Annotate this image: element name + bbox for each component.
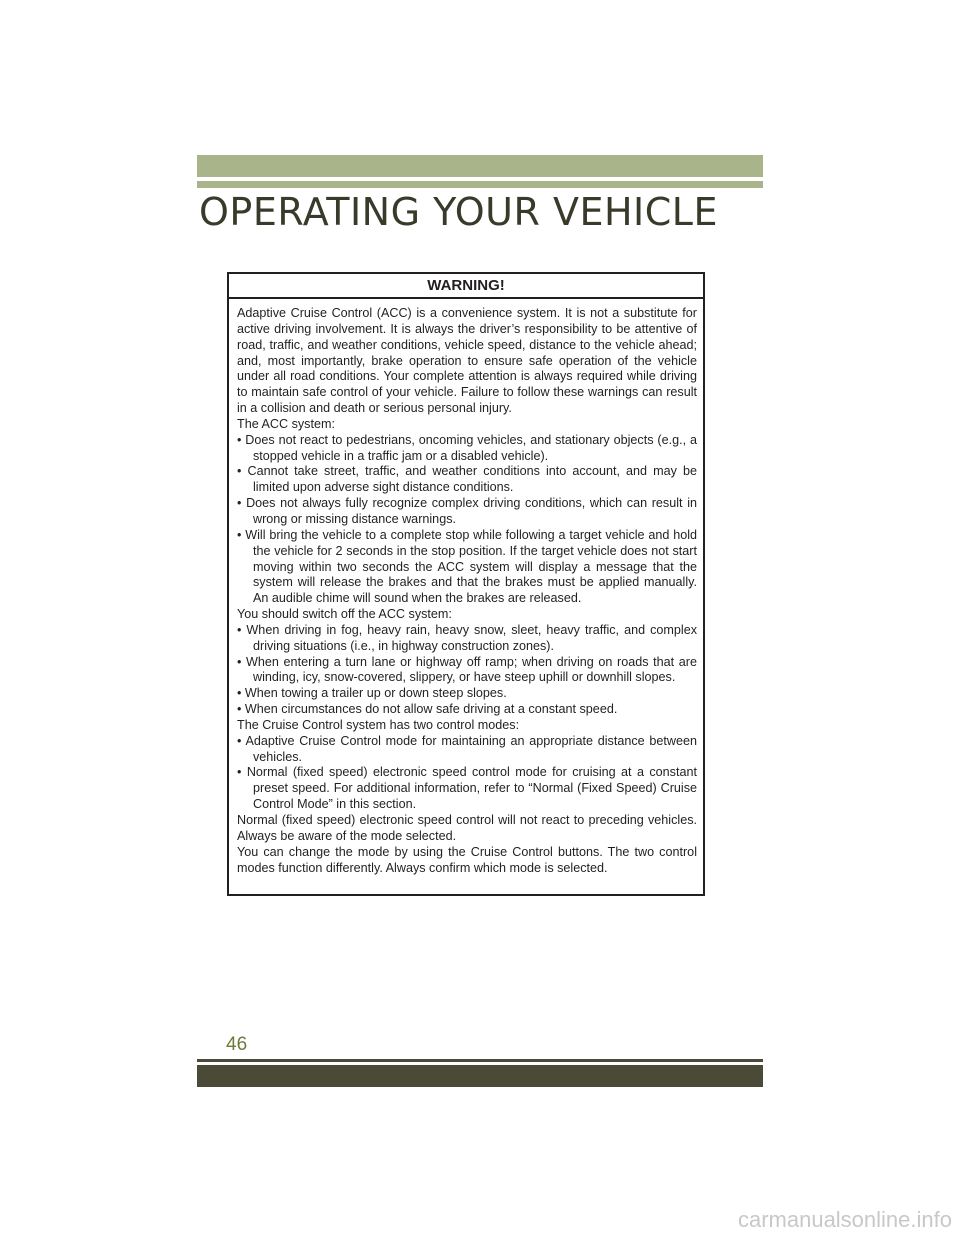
switch-off-list [237, 623, 697, 718]
list-item: • When entering a turn lane or highway off ramp; when driving on roads that are winding, icy, snow-covered, slippery, or have steep uphill or downhill slopes. [237, 654, 697, 685]
footer-accent-bar [197, 1065, 763, 1087]
list-item: • Cannot take street, traffic, and weather conditions into account, and may be limited upon adverse sight distance conditions. [237, 464, 697, 495]
warning-title: WARNING! [229, 274, 703, 299]
section-title: OPERATING YOUR VEHICLE [199, 190, 718, 234]
warning-body [229, 299, 703, 876]
warning-box [227, 272, 705, 896]
list-item: • Normal (fixed speed) electronic speed control mode for cruising at a constant preset speed. For additional information, refer to “Normal (Fixed Speed) Cruise Control Mode” in this section. [237, 765, 697, 812]
switch-off-heading: You should switch off the ACC system: [237, 607, 452, 622]
list-item: • Will bring the vehicle to a complete stop while following a target vehicle and hold the vehicle for 2 seconds in the stop position. If the target vehicle does not start moving within two seconds the ACC system will display a message that the system will release the brakes and that the brakes must be applied manually. An audible chime will sound when the brakes are released. [237, 527, 697, 606]
control-modes-heading: The Cruise Control system has two control modes: [237, 717, 520, 732]
header-accent-line [197, 181, 763, 188]
list-item: • Adaptive Cruise Control mode for maintaining an appropriate distance between vehicles. [237, 733, 697, 764]
control-modes-list [237, 734, 697, 813]
list-item: • When circumstances do not allow safe driving at a constant speed. [237, 702, 618, 717]
header-accent-bar [197, 155, 763, 177]
list-item: • Does not react to pedestrians, oncoming vehicles, and stationary objects (e.g., a stopped vehicle in a traffic jam or a disabled vehicle). [237, 432, 697, 463]
footer-accent-line [197, 1059, 763, 1062]
watermark-text: carmanualsonline.info [737, 1207, 952, 1232]
change-mode-note: You can change the mode by using the Cruise Control buttons. The two control modes function differently. Always confirm which mode is selected. [237, 844, 697, 875]
acc-system-list [237, 433, 697, 607]
list-item: • When driving in fog, heavy rain, heavy snow, sleet, heavy traffic, and complex driving situations (i.e., in highway construction zones). [237, 622, 697, 653]
list-item: • When towing a trailer up or down steep slopes. [237, 686, 507, 701]
warning-intro-paragraph: Adaptive Cruise Control (ACC) is a convenience system. It is not a substitute for active driving involvement. It is always the driver’s responsibility to be attentive of road, traffic, and weather conditions, vehicle speed, distance to the vehicle ahead; and, most importantly, brake operation to ensure safe operation of the vehicle under all road conditions. Your complete attention is always required while driving to maintain safe control of your vehicle. Failure to follow these warnings can result in a collision and death or serious personal injury. [237, 306, 697, 416]
list-item: • Does not always fully recognize complex driving conditions, which can result in wrong or missing distance warnings. [237, 496, 697, 526]
acc-system-heading: The ACC system: [237, 416, 335, 431]
page-number: 46 [226, 1034, 248, 1055]
normal-mode-note: Normal (fixed speed) electronic speed control will not react to preceding vehicles. Always be aware of the mode selected. [237, 813, 697, 843]
